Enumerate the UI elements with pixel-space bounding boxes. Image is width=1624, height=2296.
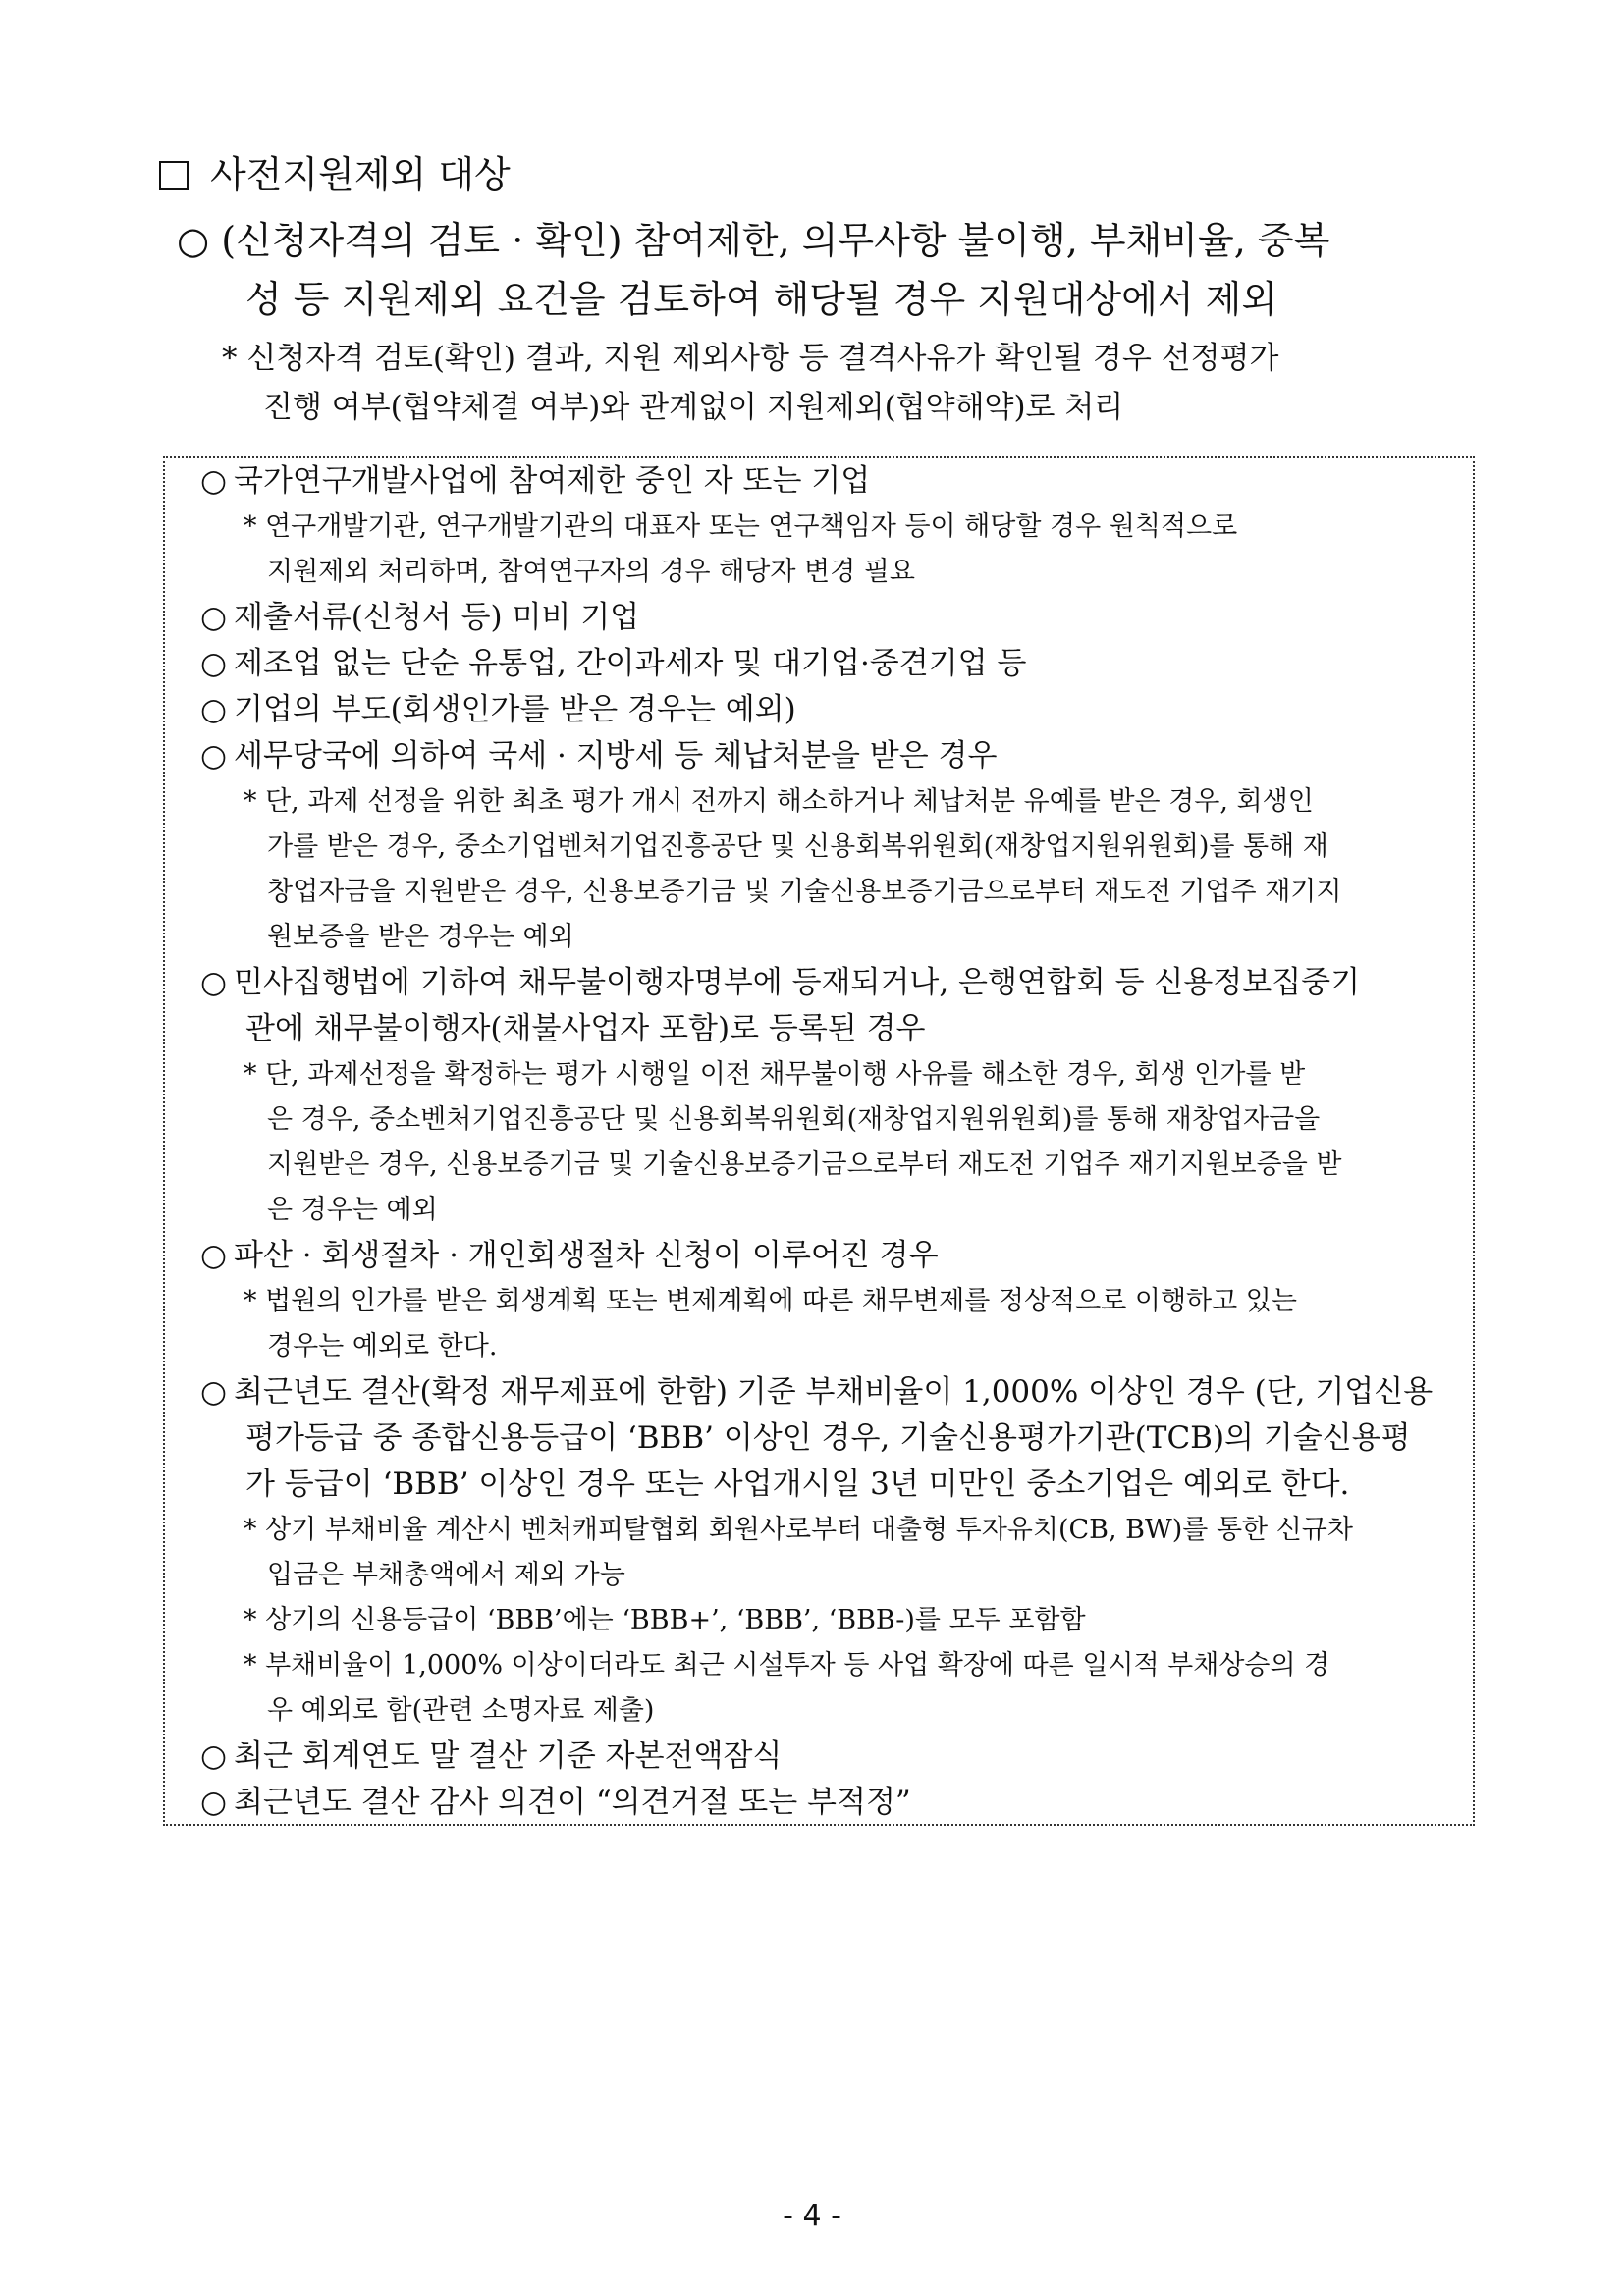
note-text: * 상기 부채비율 계산시 벤처캐피탈협회 회원사로부터 대출형 투자유치(CB, BW)를 통한 신규차 [244, 1515, 1353, 1545]
exclusion-item-text: 가 등급이 ‘BBB’ 이상인 경우 또는 사업개시일 3년 미만인 중소기업은 예외로 한다. [245, 1467, 1350, 1502]
exclusion-item-line [200, 1415, 1457, 1462]
note-text: * 상기의 신용등급이 ‘BBB’에는 ‘BBB+’, ‘BBB’, ‘BBB-)를 모두 포함함 [244, 1605, 1086, 1635]
note-text: 지원제외 처리하며, 참여연구자의 경우 해당자 변경 필요 [267, 557, 915, 587]
exclusion-item-note [200, 1052, 1457, 1097]
exclusion-item-line [200, 458, 1457, 505]
exclusion-item-text: 제출서류(신청서 등) 미비 기업 [234, 600, 640, 635]
exclusion-criteria-box [163, 456, 1475, 1826]
exclusion-item [200, 1233, 1457, 1369]
circle-bullet-icon: ○ [200, 692, 228, 727]
exclusion-item [200, 458, 1457, 595]
exclusion-item-note [200, 1279, 1457, 1324]
exclusion-item-note [200, 1508, 1457, 1553]
note-text: 우 예외로 함(관련 소명자료 제출) [267, 1695, 655, 1726]
exclusion-item-text: 최근년도 결산(확정 재무제표에 한함) 기준 부채비율이 1,000% 이상인 경우 (단, 기업신용 [234, 1374, 1434, 1410]
exclusion-item-note [200, 505, 1457, 550]
note-text: 원보증을 받은 경우는 예외 [267, 922, 574, 952]
exclusion-item-line [200, 595, 1457, 641]
exclusion-item-text: 기업의 부도(회생인가를 받은 경우는 예외) [234, 692, 796, 727]
exclusion-item-note [200, 1188, 1457, 1233]
note-text: 경우는 예외로 한다. [267, 1331, 498, 1362]
exclusion-item [200, 641, 1457, 687]
exclusion-item-text: 파산 · 회생절차 · 개인회생절차 신청이 이루어진 경우 [234, 1238, 939, 1273]
note-text: * 단, 과제선정을 확정하는 평가 시행일 이전 채무불이행 사유를 해소한 경우, 회생 인가를 받 [244, 1059, 1306, 1090]
circle-bullet-icon: ○ [200, 1785, 228, 1820]
exclusion-item-line [200, 1462, 1457, 1508]
exclusion-item [200, 960, 1457, 1233]
exclusion-criteria-list [200, 458, 1457, 1826]
exclusion-item [200, 1780, 1457, 1826]
circle-bullet-icon: ○ [200, 1238, 228, 1273]
main-item-note [222, 334, 1489, 432]
exclusion-item-text: 국가연구개발사업에 참여제한 중인 자 또는 기업 [234, 463, 871, 499]
exclusion-item-text: 평가등급 중 종합신용등급이 ‘BBB’ 이상인 경우, 기술신용평가기관(TCB)의 기술신용평 [245, 1420, 1411, 1456]
exclusion-item-note [200, 779, 1457, 825]
exclusion-item-note [200, 1688, 1457, 1734]
exclusion-item-line [200, 1734, 1457, 1780]
section-title-text: 사전지원제외 대상 [210, 153, 511, 196]
main-note-line-1: * 신청자격 검토(확인) 결과, 지원 제외사항 등 결격사유가 확인될 경우 선정평가 [222, 341, 1279, 376]
note-text: 창업자금을 지원받은 경우, 신용보증기금 및 기술신용보증기금으로부터 재도전 기업주 재기지 [267, 877, 1342, 907]
exclusion-item-text: 민사집행법에 기하여 채무불이행자명부에 등재되거나, 은행연합회 등 신용정보집중기 [234, 965, 1361, 1000]
note-text: * 단, 과제 선정을 위한 최초 평가 개시 전까지 해소하거나 체납처분 유예를 받은 경우, 회생인 [244, 786, 1314, 817]
note-text: * 부채비율이 1,000% 이상이더라도 최근 시설투자 등 사업 확장에 따른 일시적 부채상승의 경 [244, 1650, 1330, 1681]
exclusion-item-line [200, 641, 1457, 687]
exclusion-item-note [200, 1643, 1457, 1688]
exclusion-item [200, 1734, 1457, 1780]
exclusion-item-line [200, 960, 1457, 1006]
circle-bullet-icon: ○ [200, 738, 228, 774]
note-text: 은 경우, 중소벤처기업진흥공단 및 신용회복위원회(재창업지원위원회)를 통해 재창업자금을 [267, 1104, 1321, 1135]
note-text: * 법원의 인가를 받은 회생계획 또는 변제계획에 따른 채무변제를 정상적으로 이행하고 있는 [244, 1286, 1297, 1316]
exclusion-item-note [200, 1598, 1457, 1643]
note-text: 가를 받은 경우, 중소기업벤처기업진흥공단 및 신용회복위원회(재창업지원위원회)를 통해 재 [267, 831, 1328, 862]
exclusion-item-note [200, 915, 1457, 960]
exclusion-item [200, 733, 1457, 960]
exclusion-item [200, 595, 1457, 641]
exclusion-item-text: 최근년도 결산 감사 의견이 “의견거절 또는 부적정” [234, 1785, 911, 1820]
exclusion-item-note [200, 1324, 1457, 1369]
circle-bullet-icon: ○ [200, 463, 228, 499]
exclusion-item-text: 최근 회계연도 말 결산 기준 자본전액잠식 [234, 1738, 783, 1774]
note-text: * 연구개발기관, 연구개발기관의 대표자 또는 연구책임자 등이 해당할 경우 원칙적으로 [244, 511, 1238, 542]
exclusion-item-line [200, 1233, 1457, 1279]
page-number: - 4 - [783, 2199, 841, 2233]
exclusion-item-text: 세무당국에 의하여 국세 · 지방세 등 체납처분을 받은 경우 [234, 738, 998, 774]
exclusion-item-text: 제조업 없는 단순 유통업, 간이과세자 및 대기업·중견기업 등 [234, 646, 1027, 681]
note-text: 은 경우는 예외 [267, 1195, 438, 1225]
main-item-line-1: (신청자격의 검토 · 확인) 참여제한, 의무사항 불이행, 부채비율, 중복 [221, 219, 1330, 262]
circle-bullet-icon: ○ [200, 1374, 228, 1410]
exclusion-item-line [200, 1780, 1457, 1826]
circle-bullet-icon: ○ [200, 965, 228, 1000]
circle-bullet-icon: ○ [177, 219, 210, 262]
exclusion-item [200, 687, 1457, 733]
main-criteria-item [177, 211, 1483, 329]
note-text: 입금은 부채총액에서 제외 가능 [267, 1560, 625, 1590]
exclusion-item-note [200, 870, 1457, 915]
exclusion-item-line [200, 1369, 1457, 1415]
exclusion-item-note [200, 550, 1457, 595]
circle-bullet-icon: ○ [200, 646, 228, 681]
note-text: 지원받은 경우, 신용보증기금 및 기술신용보증기금으로부터 재도전 기업주 재기지원보증을 받 [267, 1149, 1342, 1180]
exclusion-item-note [200, 1097, 1457, 1143]
checkbox-square-icon [159, 161, 189, 190]
exclusion-item [200, 1369, 1457, 1734]
main-note-line-2: 진행 여부(협약체결 여부)와 관계없이 지원제외(협약해약)로 처리 [263, 390, 1124, 425]
section-title [159, 147, 511, 202]
exclusion-item-line [200, 733, 1457, 779]
exclusion-item-note [200, 1143, 1457, 1188]
exclusion-item-line [200, 687, 1457, 733]
exclusion-item-line [200, 1006, 1457, 1052]
exclusion-item-note [200, 825, 1457, 870]
circle-bullet-icon: ○ [200, 1738, 228, 1774]
main-item-line-2: 성 등 지원제외 요건을 검토하여 해당될 경우 지원대상에서 제외 [245, 278, 1278, 321]
circle-bullet-icon: ○ [200, 600, 228, 635]
exclusion-item-text: 관에 채무불이행자(채불사업자 포함)로 등록된 경우 [245, 1011, 926, 1046]
exclusion-item-note [200, 1553, 1457, 1598]
